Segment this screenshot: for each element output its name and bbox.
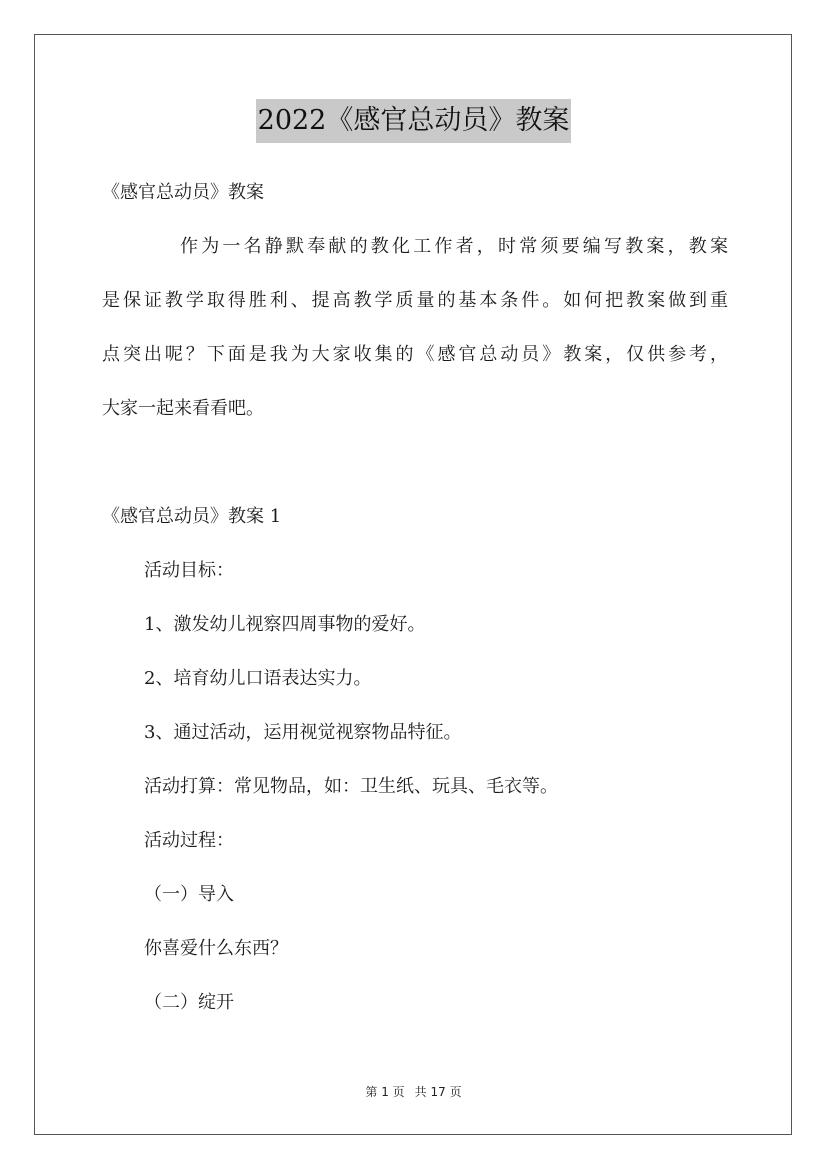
step-2-heading: （二）绽开 (144, 992, 234, 1013)
page-number: 第 1 页 (365, 1085, 405, 1099)
intro-line-3: 点突出呢？下面是我为大家收集的《感官总动员》教案，仅供参考， (102, 344, 728, 365)
page-footer (0, 1083, 827, 1101)
page-total: 共 17 页 (414, 1085, 462, 1099)
section-heading: 《感官总动员》教案 1 (102, 506, 282, 527)
goals-label: 活动目标： (144, 560, 234, 581)
goal-item-2: 2、培育幼儿口语表达实力。 (144, 668, 372, 689)
title-container (0, 99, 827, 143)
step-1-heading: （一）导入 (144, 884, 234, 905)
question-text: 你喜爱什么东西？ (144, 938, 288, 959)
intro-line-1: 作为一名静默奉献的教化工作者，时常须要编写教案，教案 (180, 236, 728, 257)
document-title: 2022《感官总动员》教案 (256, 99, 572, 143)
process-label: 活动过程： (144, 830, 234, 851)
subtitle: 《感官总动员》教案 (102, 182, 264, 203)
preparation-text: 活动打算：常见物品，如：卫生纸、玩具、毛衣等。 (144, 776, 558, 797)
goal-item-3: 3、通过活动，运用视觉视察物品特征。 (144, 722, 462, 743)
goal-item-1: 1、激发幼儿视察四周事物的爱好。 (144, 614, 426, 635)
intro-line-4: 大家一起来看看吧。 (102, 398, 264, 419)
intro-line-2: 是保证教学取得胜利、提高教学质量的基本条件。如何把教案做到重 (102, 290, 728, 311)
